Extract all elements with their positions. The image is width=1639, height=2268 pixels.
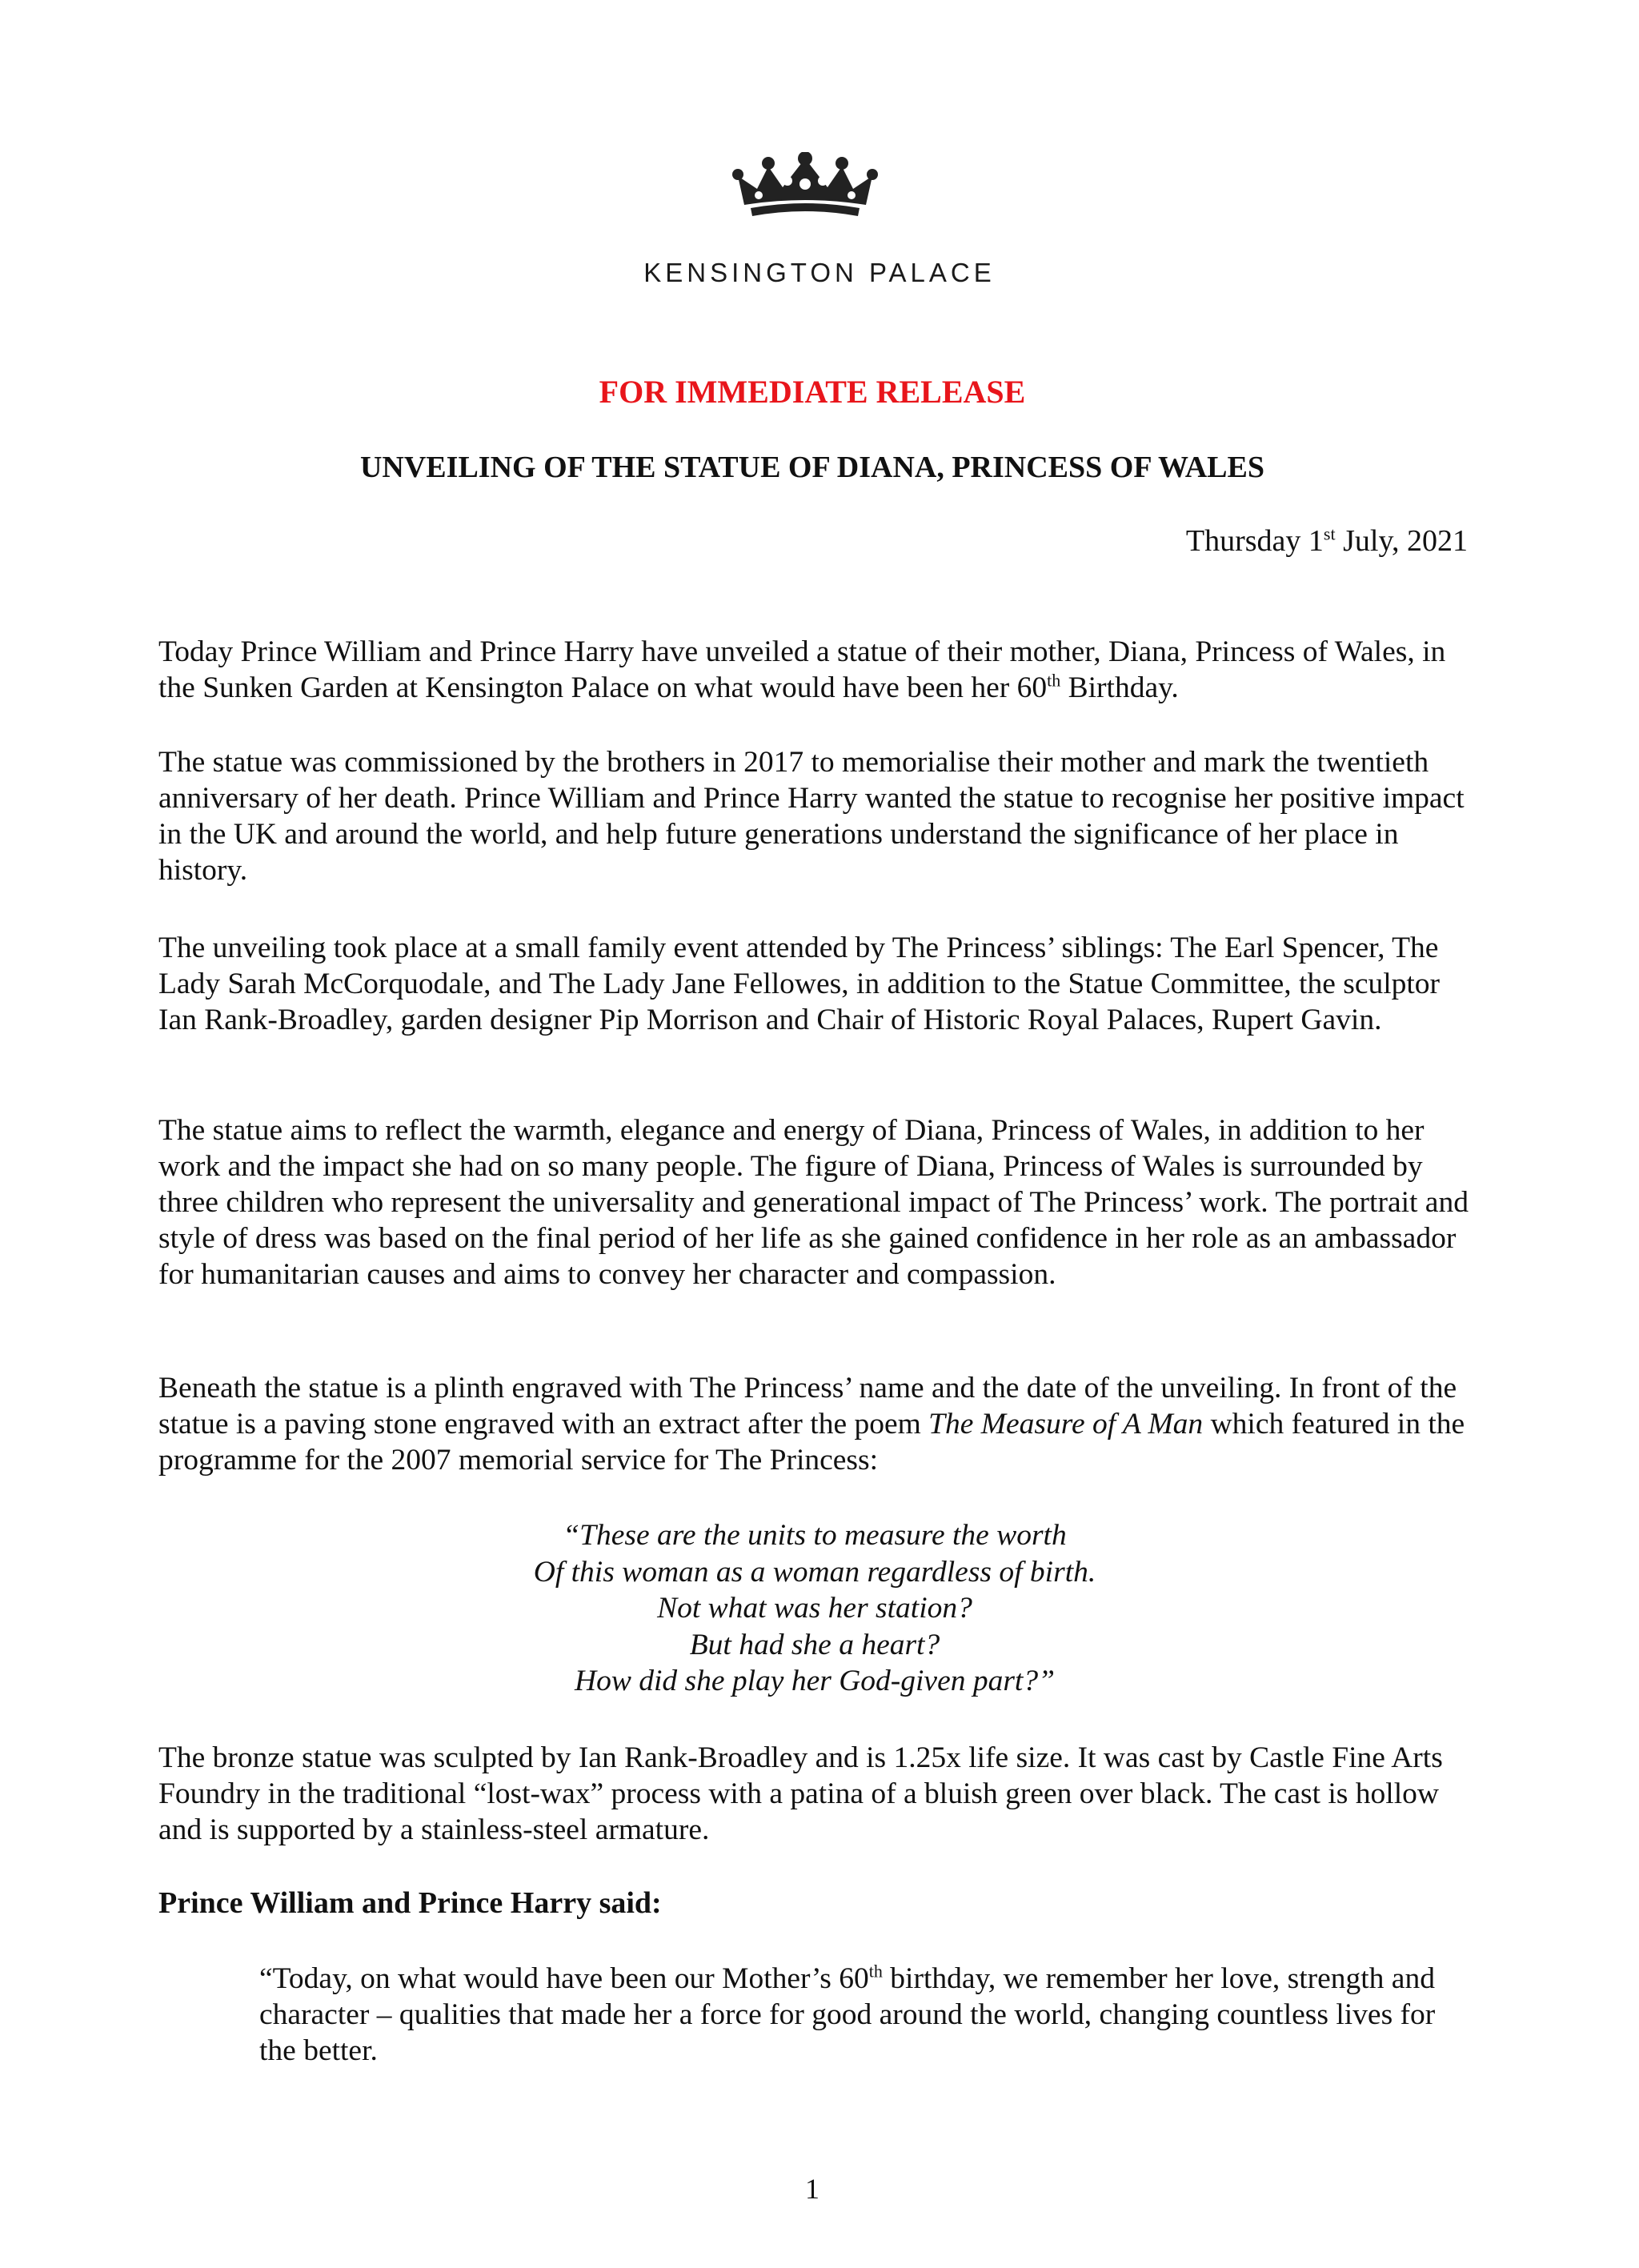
p6-text: The bronze statue was sculpted by Ian Rank-Broadley and is 1.25x life size. It was cast by Castle Fine Arts Foundry in the traditional “lost-wax” process with a patina of a bluish green over black. The cast is hollow and is supported by a stainless-steel armature.	[158, 1741, 1443, 1846]
date-prefix: Thursday 1	[1185, 524, 1324, 558]
p4-text: The statue aims to reflect the warmth, elegance and energy of Diana, Princess of Wales, in addition to her work and the impact she had on so many people. The figure of Diana, Princess of Wales is surrounded by three children who represent the universality and generational impact of The Princess’ work. The portrait and style of dress was based on the final period of her life as she gained confidence in her role as an ambassador for humanitarian causes and aims to convey her character and compassion.	[158, 1114, 1469, 1291]
poem-line: How did she play her God-given part?”	[575, 1665, 1055, 1697]
paragraph-plinth	[158, 1370, 1471, 1478]
paragraph-attendees	[158, 930, 1471, 1038]
paragraph-statue-aims	[158, 1112, 1471, 1292]
quote-text-end: birthday, we remember her love, strength and character – qualities that made her a force for good around the world, changing countless lives for the better.	[259, 1962, 1436, 2067]
p5-text-end: which featured in the programme for the 2007 memorial service for The Princess:	[158, 1408, 1465, 1477]
date-ordinal: st	[1323, 523, 1336, 544]
p5-text: Beneath the statue is a plinth engraved with The Princess’ name and the date of the unveiling. In front of the statue is a paving stone engraved with an extract after the poem	[158, 1372, 1457, 1441]
quote-ordinal: th	[868, 1961, 883, 1981]
paragraph-unveiling-intro	[158, 634, 1471, 706]
poem-title: The Measure of A Man	[928, 1408, 1204, 1441]
release-label: FOR IMMEDIATE RELEASE	[599, 374, 1026, 410]
p1-ordinal: th	[1047, 670, 1061, 691]
poem-line: Not what was her station?	[657, 1592, 972, 1625]
p2-text: The statue was commissioned by the brothers in 2017 to memorialise their mother and mark the twentieth anniversary of her death. Prince William and Prince Harry wanted the statue to recognise her positive impact in the UK and around the world, and help future generations understand the significance of her place in history.	[158, 746, 1465, 887]
paragraph-commission	[158, 744, 1471, 888]
poem-line: But had she a heart?	[689, 1628, 940, 1661]
p1-text: Today Prince William and Prince Harry have unveiled a statue of their mother, Diana, Princess of Wales, in the Sunken Garden at Kensington Palace on what would have been her 60	[158, 635, 1446, 704]
release-date	[1186, 523, 1468, 559]
statement-quote	[259, 1961, 1473, 2069]
poem-line: “These are the units to measure the worth	[563, 1519, 1067, 1552]
date-rest: July, 2021	[1335, 524, 1468, 558]
poem-extract	[0, 1517, 1629, 1700]
paragraph-bronze	[158, 1740, 1471, 1848]
organization-name: KENSINGTON PALACE	[643, 258, 996, 287]
page-number: 1	[805, 2173, 820, 2205]
royal-crown-icon	[727, 152, 884, 222]
p1-text-end: Birthday.	[1060, 671, 1179, 704]
statement-heading: Prince William and Prince Harry said:	[158, 1886, 662, 1920]
poem-line: Of this woman as a woman regardless of birth.	[533, 1555, 1096, 1589]
p3-text: The unveiling took place at a small family event attended by The Princess’ siblings: The Earl Spencer, The Lady Sarah McCorquodale, and The Lady Jane Fellowes, in addition to the Statue Committee, the sculptor Ian Rank-Broadley, garden designer Pip Morrison and Chair of Historic Royal Palaces, Rupert Gavin.	[158, 932, 1441, 1036]
page-title: UNVEILING OF THE STATUE OF DIANA, PRINCESS OF WALES	[359, 451, 1265, 484]
quote-text: “Today, on what would have been our Mother’s 60	[259, 1962, 869, 1995]
